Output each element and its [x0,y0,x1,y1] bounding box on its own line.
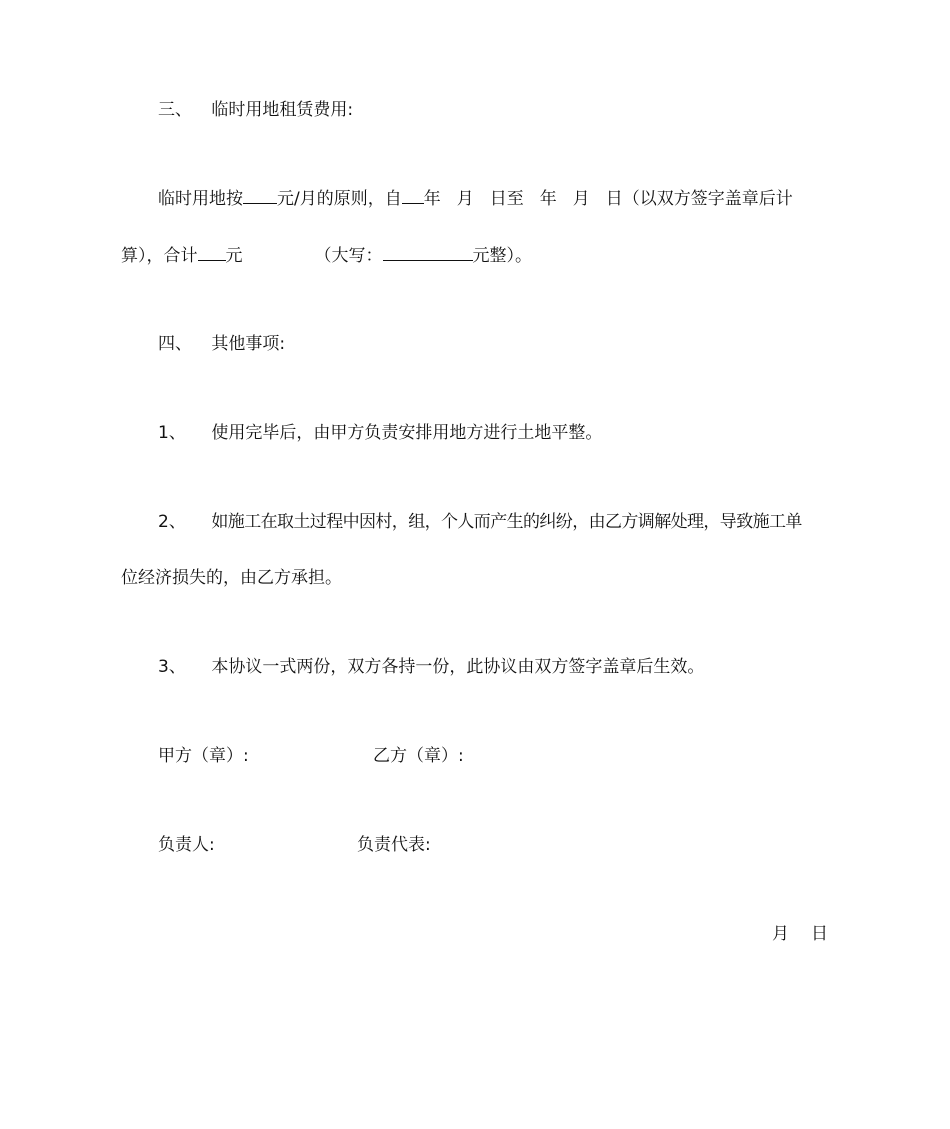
total-blank [198,244,226,261]
list-item-1 [158,422,602,444]
list-item-2 [158,511,802,533]
date-day: 日 [811,924,828,944]
item-1-text: 使用完毕后，由甲方负责安排用地方进行土地平整。 [211,423,603,443]
rent-text-1: 临时用地按 [158,189,243,209]
rent-text-end-day: 日（以双方签字盖章后计 [605,189,793,209]
list-item-3 [158,656,704,678]
item-2-text-cont: 位经济损失的，由乙方承担。 [121,568,342,588]
list-item-2-continuation [121,567,342,589]
total-unit: 元 [225,246,243,266]
person-in-charge-label: 负责人: [158,835,215,855]
section-3-number: 三、 [158,100,192,120]
item-3-text: 本协议一式两份，双方各持一份，此协议由双方签字盖章后生效。 [211,657,705,677]
item-2-text: 如施工在取土过程中因村，组，个人而产生的纠纷，由乙方调解处理，导致施工单 [211,512,802,532]
item-1-number: 1、 [158,423,186,443]
section-3-heading [158,99,353,121]
rent-paragraph-line-2 [121,244,532,267]
party-b-label: 乙方（章）: [373,746,464,766]
rent-paragraph-line-1 [158,187,793,210]
rent-text-month: 月 [456,189,474,209]
price-blank [243,187,277,204]
rent-text-day-to: 日至 [489,189,524,209]
uppercase-blank [383,244,473,261]
party-a-label: 甲方（章）: [158,746,249,766]
total-label: 算），合计 [121,246,198,266]
representative [357,834,431,856]
item-3-number: 3、 [158,657,186,677]
rent-text-year: 年 [423,189,441,209]
date-month: 月 [772,924,789,944]
section-4-heading [158,333,285,355]
uppercase-unit: 元整）。 [472,246,532,266]
rent-text-end-year: 年 [539,189,557,209]
sign-date [772,923,828,945]
start-year-blank [402,187,424,204]
person-in-charge [158,834,215,856]
uppercase-label: （大写： [314,246,383,266]
section-4-title: 其他事项: [211,334,286,354]
item-2-number: 2、 [158,512,186,532]
rent-text-2: 元/月的原则，自 [277,189,402,209]
representative-label: 负责代表: [357,835,431,855]
rent-text-end-month: 月 [572,189,590,209]
section-3-title: 临时用地租赁费用: [211,100,354,120]
section-4-number: 四、 [158,334,192,354]
party-b-seal [373,745,464,767]
party-a-seal [158,745,249,767]
